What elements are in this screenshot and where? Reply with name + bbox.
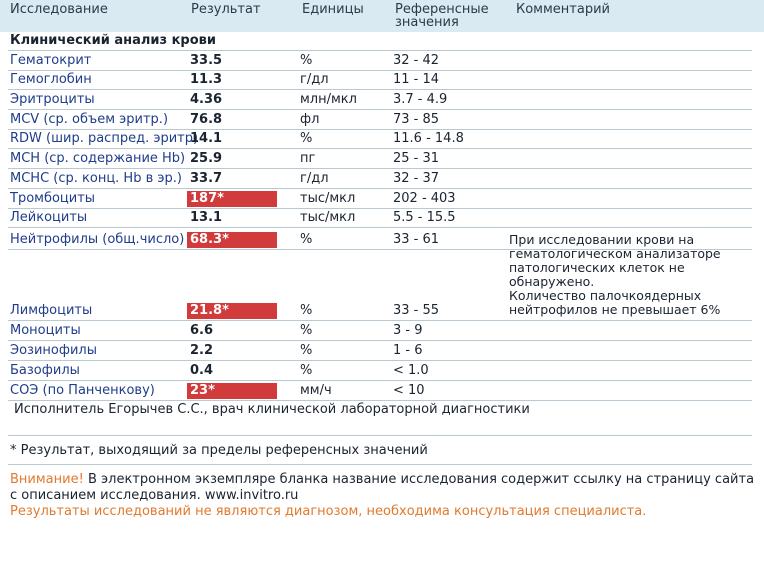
reference-range: 1 - 6 [393, 343, 423, 358]
table-row [0, 322, 764, 341]
row-divider [8, 148, 752, 149]
row-divider [8, 188, 752, 189]
result-value: 33.7 [190, 171, 223, 186]
result-unit: % [300, 323, 313, 338]
comment-line: При исследовании крови на [509, 232, 695, 247]
test-name[interactable]: Тромбоциты [10, 191, 96, 206]
comment-line: нейтрофилов не превышает 6% [509, 302, 721, 317]
table-row [0, 170, 764, 189]
result-unit: % [300, 131, 313, 146]
reference-range: 33 - 55 [393, 303, 440, 318]
reference-range: 11.6 - 14.8 [393, 131, 464, 146]
result-value: 33.5 [190, 53, 223, 68]
result-unit: % [300, 363, 313, 378]
divider [8, 464, 752, 465]
reference-range: 32 - 42 [393, 53, 440, 68]
comment-line: Количество палочкоядерных [509, 288, 702, 303]
reference-range: 11 - 14 [393, 72, 440, 87]
result-unit: пг [300, 151, 316, 166]
test-name[interactable]: RDW (шир. распред. эритр) [10, 131, 199, 146]
table-row [0, 342, 764, 361]
reference-range: 3.7 - 4.9 [393, 92, 448, 107]
row-divider [8, 109, 752, 110]
row-divider [8, 168, 752, 169]
reference-range: 32 - 37 [393, 171, 440, 186]
result-unit: тыс/мкл [300, 210, 356, 225]
result-value: 13.1 [190, 210, 223, 225]
attention-label: Внимание! [10, 472, 84, 487]
reference-range: < 10 [393, 383, 425, 398]
table-row [0, 150, 764, 169]
result-unit: % [300, 53, 313, 68]
row-divider [8, 400, 752, 401]
result-value: 11.3 [190, 72, 223, 87]
test-name[interactable]: Лейкоциты [10, 210, 88, 225]
column-header-study: Исследование [10, 2, 108, 17]
reference-range: 33 - 61 [393, 232, 440, 247]
reference-range: 25 - 31 [393, 151, 440, 166]
footnote: * Результат, выходящий за пределы референсных значений [10, 443, 428, 458]
result-value: 6.6 [190, 323, 214, 338]
divider [8, 50, 752, 51]
divider [8, 435, 752, 436]
column-header-comment: Комментарий [516, 2, 610, 17]
reference-range: 202 - 403 [393, 191, 456, 206]
attention-text: В электронном экземпляре бланка название исследования содержит ссылку на страницу сайта с описанием исследования. www.invitro.ru [10, 472, 755, 503]
result-unit: мм/ч [300, 383, 332, 398]
result-value: 14.1 [190, 131, 223, 146]
table-row [0, 111, 764, 130]
comment-line: патологических клеток не обнаружено. [509, 260, 685, 289]
result-unit: % [300, 232, 313, 247]
test-name[interactable]: MCH (ср. содержание Hb) [10, 151, 186, 166]
table-row [0, 209, 764, 228]
row-divider [8, 380, 752, 381]
result-value-flagged: 23* [187, 383, 277, 399]
reference-range: 73 - 85 [393, 112, 440, 127]
row-divider [8, 340, 752, 341]
test-name[interactable]: Гематокрит [10, 53, 92, 68]
result-unit: г/дл [300, 72, 329, 87]
result-unit: тыс/мкл [300, 191, 356, 206]
result-unit: г/дл [300, 171, 329, 186]
result-unit: % [300, 303, 313, 318]
result-unit: млн/мкл [300, 92, 357, 107]
result-value: 76.8 [190, 112, 223, 127]
result-value: 2.2 [190, 343, 214, 358]
test-name[interactable]: Эозинофилы [10, 343, 97, 358]
column-header-result: Результат [191, 2, 261, 17]
table-row [0, 130, 764, 149]
disclaimer: Результаты исследований не являются диагнозом, необходима консультация специалиста. [10, 504, 647, 519]
test-name[interactable]: Эритроциты [10, 92, 95, 107]
result-value-flagged: 187* [187, 191, 277, 207]
table-row [0, 52, 764, 71]
reference-range: 5.5 - 15.5 [393, 210, 456, 225]
column-header-units: Единицы [302, 2, 364, 17]
row-divider [8, 360, 752, 361]
result-value: 25.9 [190, 151, 223, 166]
row-divider [8, 227, 752, 228]
row-divider [8, 89, 752, 90]
test-name[interactable]: Моноциты [10, 323, 81, 338]
result-value-flagged: 21.8* [187, 303, 277, 319]
attention-note [10, 472, 760, 504]
reference-range: 3 - 9 [393, 323, 423, 338]
row-divider [8, 320, 752, 321]
table-header [0, 0, 764, 32]
result-value: 0.4 [190, 363, 214, 378]
result-unit: фл [300, 112, 320, 127]
comment-line: гематологическом анализаторе [509, 246, 721, 261]
result-value: 4.36 [190, 92, 223, 107]
table-row [0, 71, 764, 90]
test-name[interactable]: Базофилы [10, 363, 80, 378]
test-name[interactable]: СОЭ (по Панченкову) [10, 383, 155, 398]
test-name[interactable]: Лимфоциты [10, 303, 93, 318]
table-row [0, 190, 764, 209]
test-name[interactable]: Нейтрофилы (общ.число) [10, 232, 185, 247]
test-name[interactable]: MCHC (ср. конц. Hb в эр.) [10, 171, 182, 186]
neutrophil-comment [509, 233, 759, 317]
test-name[interactable]: Гемоглобин [10, 72, 92, 87]
column-header-reference-line1: Референсные [395, 2, 489, 17]
section-title: Клинический анализ крови [10, 33, 216, 48]
table-row [0, 91, 764, 110]
result-value-flagged: 68.3* [187, 232, 277, 248]
table-row [0, 362, 764, 381]
test-name[interactable]: MCV (ср. объем эритр.) [10, 112, 169, 127]
table-row [0, 382, 764, 401]
column-header-reference-line2: значения [395, 15, 459, 30]
reference-range: < 1.0 [393, 363, 429, 378]
executor-line: Исполнитель Егорычев С.С., врач клинической лабораторной диагностики [14, 402, 530, 417]
result-unit: % [300, 343, 313, 358]
